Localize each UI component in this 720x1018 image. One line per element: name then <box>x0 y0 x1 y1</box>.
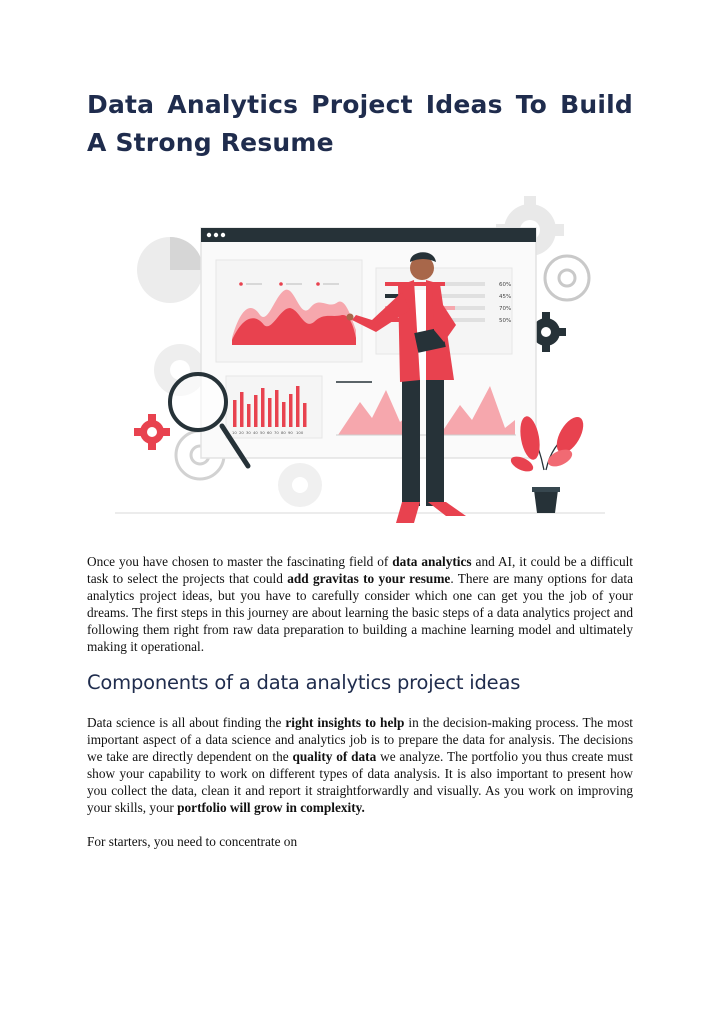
bar-axis-label: 100 <box>296 430 304 435</box>
bar-axis-label: 10 <box>232 430 237 435</box>
bold-phrase: right insights to help <box>285 715 405 730</box>
data-analytics-illustration <box>110 190 610 530</box>
bar-axis-label: 20 <box>239 430 244 435</box>
page-title: Data Analytics Project Ideas To Build A Strong Resume <box>87 90 633 157</box>
bar-axis-label: 60 <box>267 430 272 435</box>
percent-label: 70% <box>499 306 512 312</box>
percent-label: 45% <box>499 294 512 300</box>
gear-icon <box>545 256 589 300</box>
plant-icon <box>509 413 589 513</box>
bold-phrase: data analytics <box>392 554 472 569</box>
bar-axis-label: 80 <box>281 430 286 435</box>
bold-phrase: quality of data <box>292 749 377 764</box>
starters-paragraph: For starters, you need to concentrate on <box>87 834 298 849</box>
bold-phrase: add gravitas to your resume <box>287 571 451 586</box>
bold-phrase: portfolio will grow in complexity. <box>177 800 365 815</box>
bar-axis-label: 90 <box>288 430 293 435</box>
bar-axis-label: 30 <box>246 430 251 435</box>
gear-icon <box>278 463 322 507</box>
percent-label: 50% <box>499 318 512 324</box>
percent-label: 60% <box>499 282 512 288</box>
intro-paragraph: Once you have chosen to master the fascinating field of data analytics and AI, it could be a difficult task to select the projects that could add gravitas to your resume. There are many options for data analytics project ideas, but you have to carefully consider which one can get you the job of your dreams. The first steps in this journey are about learning the basic steps of a data analytics project and following them right from raw data preparation to building a machine learning model and ultimately making it operational. <box>87 554 633 654</box>
bar-chart-card <box>226 376 322 438</box>
pie-chart-icon <box>137 237 203 303</box>
area-chart-card <box>216 260 362 362</box>
section-heading: Components of a data analytics project ideas <box>87 671 521 694</box>
bar-axis-label: 50 <box>260 430 265 435</box>
bar-axis-label: 70 <box>274 430 279 435</box>
gear-icon <box>134 414 170 450</box>
bar-axis-label: 40 <box>253 430 258 435</box>
section-paragraph: Data science is all about finding the right insights to help in the decision-making process. The most important aspect of a data science and analytics job is to prepare the data for analysis. The decisions we take are directly dependent on the quality of data we analyze. The portfolio you thus create must show your capability to work on different types of data analysis. It is also important to present how you collect the data, clean it and report it straightforwardly and visually. As you work on improving your skills, your portfolio will grow in complexity. <box>87 715 634 815</box>
